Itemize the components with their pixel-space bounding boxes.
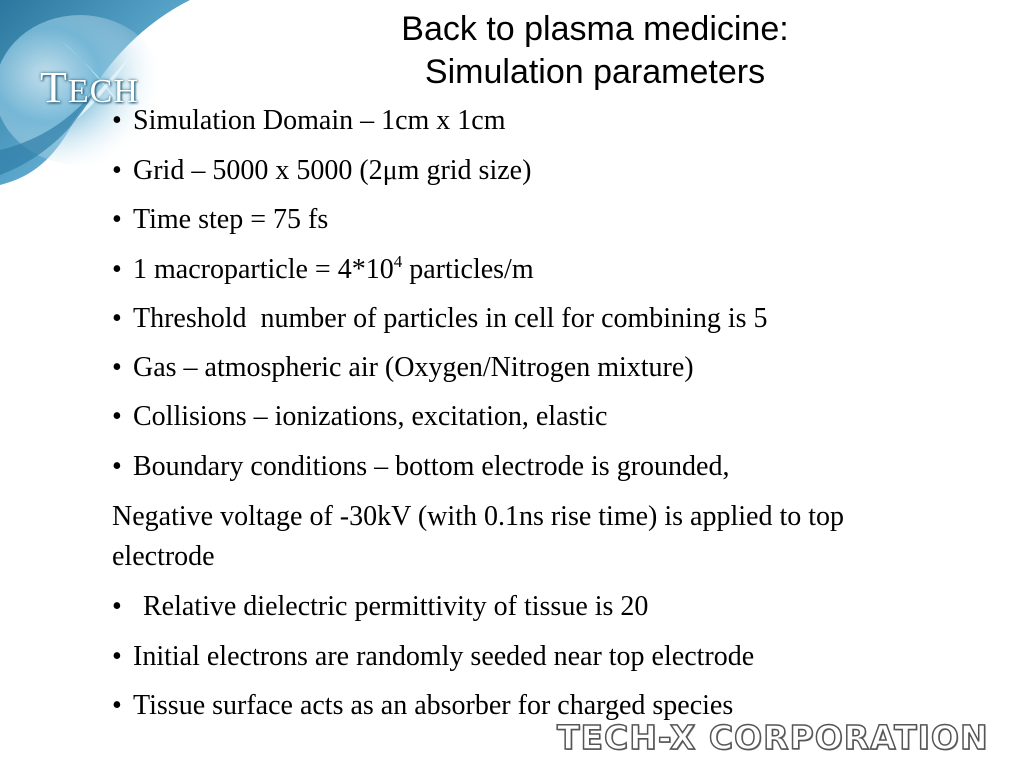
continuation-line: electrode: [112, 541, 215, 572]
list-item-text: Boundary conditions – bottom electrode is grounded,: [133, 451, 730, 482]
list-item-text: Initial electrons are randomly seeded near top electrode: [133, 641, 755, 672]
footer-brand-wordmark: TECH-X CORPORATION: [557, 718, 989, 757]
bullet-icon: •: [112, 451, 122, 482]
bullet-icon: •: [112, 155, 122, 186]
bullet-icon: •: [112, 401, 122, 432]
continuation-line: Negative voltage of -30kV (with 0.1ns rise time) is applied to top: [112, 501, 845, 532]
list-item: [112, 251, 534, 289]
bullet-icon: •: [112, 591, 122, 622]
title-line-2: Simulation parameters: [424, 53, 766, 91]
bullet-icon: •: [112, 641, 122, 672]
list-item-text: Gas – atmospheric air (Oxygen/Nitrogen mixture): [133, 352, 694, 383]
bullet-icon: •: [112, 204, 122, 235]
bullet-icon: •: [112, 303, 122, 334]
list-item: [112, 448, 729, 486]
list-item: [112, 300, 768, 338]
list-item-text: Tissue surface acts as an absorber for charged species: [133, 690, 734, 721]
logo-letter-t: T: [40, 63, 68, 112]
list-item-text: Collisions – ionizations, excitation, elastic: [133, 401, 608, 432]
list-item: [112, 638, 754, 676]
list-item: [112, 102, 506, 140]
list-item: [112, 152, 531, 190]
list-item: [112, 398, 607, 436]
list-item-text: Relative dielectric permittivity of tissue is 20: [143, 591, 649, 622]
bullet-icon: •: [112, 690, 122, 721]
list-item: [112, 201, 328, 239]
list-item-text: Time step = 75 fs: [133, 204, 329, 235]
list-item: [112, 349, 694, 387]
superscript-exponent: 4: [393, 252, 403, 271]
bullet-icon: •: [112, 254, 122, 285]
list-item-text: Simulation Domain – 1cm x 1cm: [133, 105, 506, 136]
list-item-text-suffix: particles/m: [402, 254, 534, 285]
list-item-text: 1 macroparticle = 4*10: [133, 254, 394, 285]
logo-letters-ech: ECH: [67, 73, 139, 110]
list-item-text: Grid – 5000 x 5000 (2μm grid size): [133, 155, 532, 186]
list-item-text: Threshold number of particles in cell for combining is 5: [133, 303, 768, 334]
bullet-icon: •: [112, 105, 122, 136]
list-item: [112, 588, 648, 626]
slide-title: [280, 8, 910, 94]
title-line-1: Back to plasma medicine:: [401, 10, 789, 48]
bullet-icon: •: [112, 352, 122, 383]
